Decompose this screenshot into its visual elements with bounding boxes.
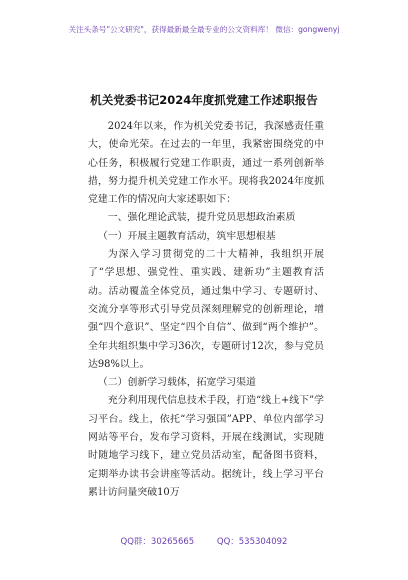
footer-contact — [0, 535, 408, 547]
paragraph-theme-education: 为深入学习贯彻党的二十大精神，我组织开展了“学思想、强党性、重实践、建新功”主题教育活动。活动覆盖全体党员，通过集中学习、专题研讨、交流分享等形式引导党员深刻理解党的创新理论，增强“四个意识”、坚定“四个自信”、做到“两个维护”。全年共组织集中学习36次，专题研讨12次，参与党员达98%以上。 — [88, 249, 324, 370]
footer-qq-group: QQ群：30265665 — [120, 537, 195, 547]
document-title: 机关党委书记2024年度抓党建工作述职报告 — [90, 93, 318, 107]
section-heading-1: 一、强化理论武装，提升党员思想政治素质 — [107, 212, 296, 224]
footer-qq: QQ：535304092 — [216, 537, 288, 547]
header-note: 关注头条号"公文研究"，获得最新最全最专业的公文资料库！ 微信：gongwenyj — [68, 25, 340, 34]
subsection-heading-1: （一）开展主题教育活动，筑牢思想根基 — [97, 230, 276, 242]
paragraph-intro: 2024年以来，作为机关党委书记，我深感责任重大，使命光荣。在过去的一年里，我紧密围绕党的中心任务，积极履行党建工作职责，通过一系列创新举措，努力提升机关党建工作水平。现将我2024年度抓党建工作的情况向大家述职如下： — [88, 121, 324, 206]
document-body — [88, 118, 324, 502]
paragraph-learning-platform: 充分利用现代信息技术手段，打造“线上+线下”学习平台。线上，依托“学习强国”APP、单位内部学习网站等平台，发布学习资料，开展在线测试，实现随时随地学习线下，建立党员活动室，配备图书资料，定期举办读书会讲座等活动。据统计，线上学习平台累计访问量突破10万 — [88, 395, 324, 498]
subsection-heading-2: （二）创新学习载体，拓宽学习渠道 — [97, 377, 256, 389]
